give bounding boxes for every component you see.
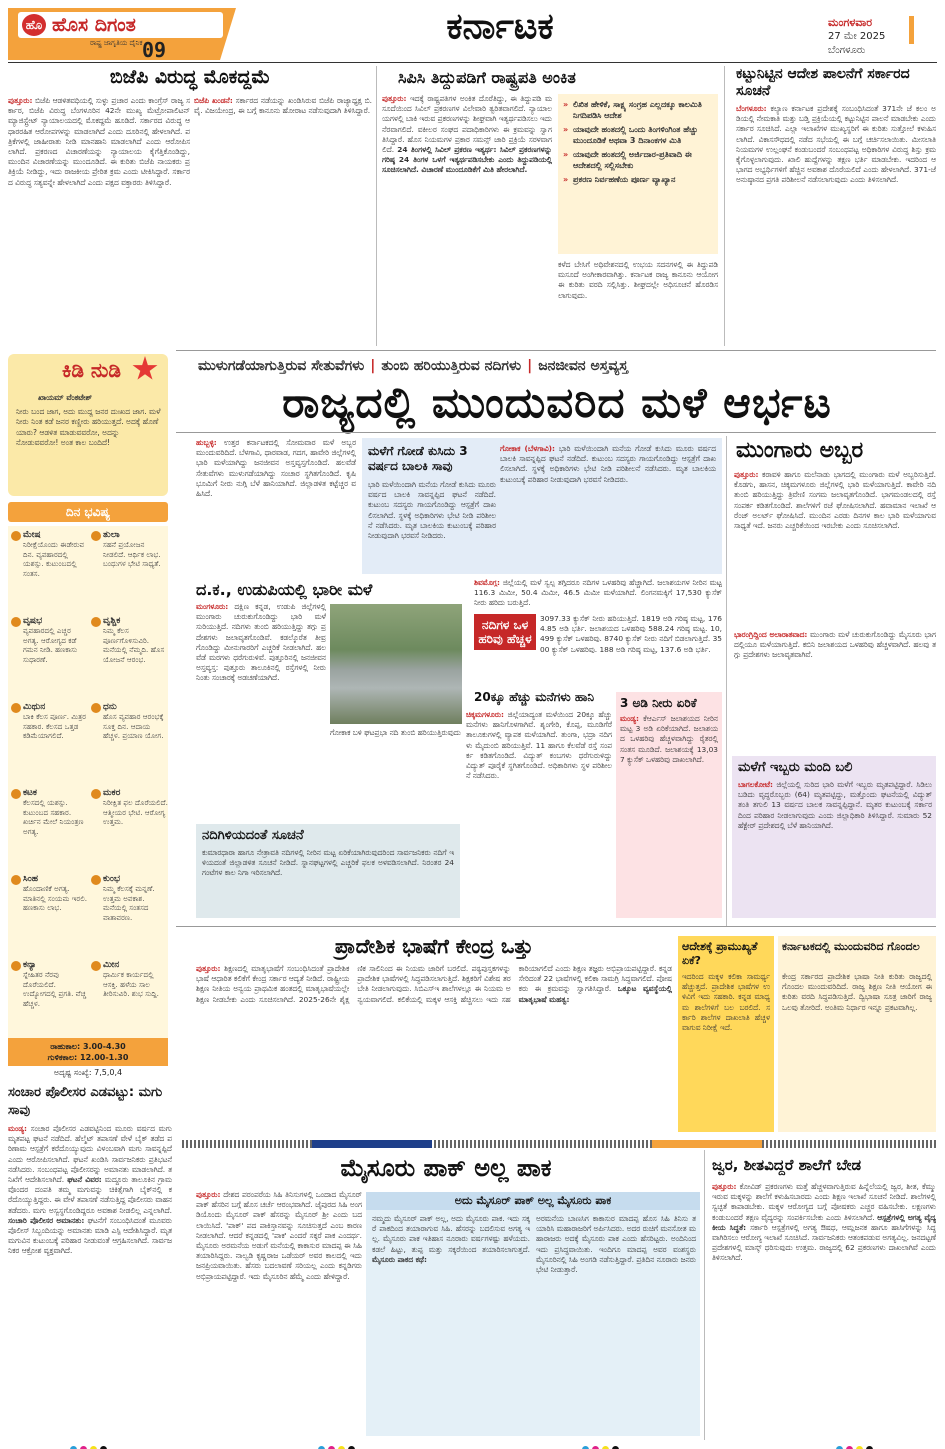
lead-dateline: ಹುಬ್ಬಳ್ಳಿ: [196, 438, 217, 447]
mungaru-headline: ಮುಂಗಾರು ಅಬ್ಬರ [736, 438, 864, 463]
houses-text: ಜಿಲ್ಲೆಯಾದ್ಯಂತ ಮಳೆಯಿಂದ 20ಕ್ಕೂ ಹೆಚ್ಚು ಮನೆಗಳು ಹಾನಿಗೊಳಗಾಗಿವೆ. ಶೃಂಗೇರಿ, ಕೊಪ್ಪ, ಮೂಡಿಗೆರೆ ತಾಲೂಕುಗಳಲ್ಲಿ ವ್ಯಾಪಕ ಮಳೆಯಾಗಿದೆ. ತುಂಗಾ, ಭದ್ರಾ ನದಿಗಳು ಮೈದುಂಬಿ ಹರಿಯುತ್ತಿವೆ. 11 ಹಾಗೂ ಕೆಲವೆಡೆ ರಸ್ತೆ ಸಂಪರ್ಕ ಕಡಿತಗೊಂಡಿದೆ. ವಿದ್ಯುತ್ ಕಂಬಗಳು ಧರೆಗುರುಳಿದ್ದು ವಿದ್ಯುತ್ ಪೂರೈಕೆ ಸ್ಥಗಿತಗೊಂಡಿದೆ. ಅಧಿಕಾರಿಗಳು ಸ್ಥಳ ಪರಿಶೀಲನೆ ನಡೆಸಿದರು. [466, 710, 612, 781]
rashi-text: ನಿರೀಕ್ಷಿತ ಫಲ ದೊರೆಯಲಿದೆ. ಆತ್ಮೀಯರ ಭೇಟಿ. ಆರೋಗ್ಯ ಉತ್ತಮ. [103, 798, 168, 827]
rashi-item [10, 530, 88, 616]
mungaru-dateline: ಪುತ್ತೂರು: [734, 470, 759, 479]
lead-headline: ರಾಜ್ಯದಲ್ಲಿ ಮುಂದುವರಿದ ಮಳೆ ಆರ್ಭಟ [282, 378, 832, 427]
rashi-name: ಮಕರ [90, 788, 168, 798]
rashi-text: ವ್ಯವಹಾರದಲ್ಲಿ ಎಚ್ಚರ ಅಗತ್ಯ. ಆರೋಗ್ಯದ ಕಡೆ ಗಮನ ನೀಡಿ. ಹಣಕಾಸು ಸುಧಾರಣೆ. [23, 626, 78, 664]
registration-marks [70, 1438, 110, 1449]
masthead-tagline: ರಾಷ್ಟ್ರ ಜಾಗೃತಿಯ ದೈನಿಕ [90, 39, 143, 47]
cpc-bullets-box [558, 94, 718, 254]
rashi-text: ಸಹನೆ ಪ್ರಯೋಜನ ನೀಡಲಿದೆ. ಆರ್ಥಿಕ ಲಾಭ. ಬಂಧುಗಳ ಭೇಟಿ ಸಾಧ್ಯತೆ. [103, 540, 161, 569]
jwara-body [712, 1182, 936, 1434]
wall-collapse-text: ಭಾರಿ ಮಳೆಯಿಂದಾಗಿ ಮನೆಯ ಗೋಡೆ ಕುಸಿದು ಮೂರು ವರ್ಷದ ಬಾಲಕಿ ಸಾವನ್ನಪ್ಪಿದ ಘಟನೆ ನಡೆದಿದೆ. ಕುಟುಂಬ ಸದಸ್ಯರು ಗಾಯಗೊಂಡಿದ್ದು ಆಸ್ಪತ್ರೆಗೆ ದಾಖಲಿಸಲಾಗಿದೆ. ಸ್ಥಳಕ್ಕೆ ಅಧಿಕಾರಿಗಳು ಭೇಟಿ ನೀಡಿ ಪರಿಶೀಲನೆ ನಡೆಸಿದರು. ಮೃತ ಬಾಲಕಿಯ ಕುಟುಂಬಕ್ಕೆ ಪರಿಹಾರ ನೀಡುವುದಾಗಿ ಭರವಸೆ ನೀಡಿದರು. [500, 444, 716, 484]
dk-dateline: ಮಂಗಳೂರು: [196, 602, 229, 611]
rashi-text: ನಿಮ್ಮ ಕೆಲಸ ಪೂರ್ಣಗೊಳಿಸುವಿರಿ. ಮನೆಯಲ್ಲಿ ನೆಮ್ಮದಿ. ಹೊಸ ಯೋಜನೆ ಆರಂಭ. [103, 626, 165, 664]
section-title: ಕರ್ನಾಟಕ [446, 6, 554, 47]
kidi-nudi-title: ಕಿಡಿ ನುಡಿ [62, 358, 122, 382]
kicker-1: ಮುಳುಗಡೆಯಾಗುತ್ತಿರುವ ಸೇತುವೆಗಳು [198, 358, 365, 374]
police-body [8, 1124, 172, 1434]
lead-body [196, 438, 356, 570]
rashi-item [10, 702, 88, 788]
mungaru-subhead: ಭಾರಂಗ್ರಿದ್ದಿಂದ ಅಲಾರಾತವಾದ: [734, 630, 808, 639]
dk-body [196, 602, 326, 818]
rashi-item [90, 874, 168, 960]
houses-headline: 20ಕ್ಕೂ ಹೆಚ್ಚು ಮನೆಗಳು ಹಾನಿ [474, 690, 595, 704]
lead-kicker: ಮುಳುಗಡೆಯಾಗುತ್ತಿರುವ ಸೇತುವೆಗಳು | ತುಂಬಿ ಹರಿಯುತ್ತಿರುವ ನದಿಗಳು | ಜನಜೀವನ ಅಸ್ತವ್ಯಸ್ತ [198, 358, 628, 374]
rashi-item [10, 788, 88, 874]
cpc-headline: ಸಿಪಿಸಿ ತಿದ್ದುಪಡಿಗೆ ರಾಷ್ಟ್ರಪತಿ ಅಂಕಿತ [398, 68, 576, 87]
mysore-headline: ಮೈಸೂರು ಪಾಕ್ ಅಲ್ಲ ಪಾಕ [340, 1154, 552, 1182]
gulika-kala: ಗುಳಿಕಕಾಲ: 12.00-1.30 [47, 1053, 129, 1062]
bali-text: ಜಿಲ್ಲೆಯಲ್ಲಿ ಸುರಿದ ಭಾರಿ ಮಳೆಗೆ ಇಬ್ಬರು ಮೃತಪಟ್ಟಿದ್ದಾರೆ. ಸಿಡಿಲು ಬಡಿದು ವೃದ್ಧರೊಬ್ಬರು (64) ಮೃತಪಟ್ಟಿದ್ದು, ಮತ್ತೊಂದು ಘಟನೆಯಲ್ಲಿ ವಿದ್ಯುತ್ ತಂತಿ ತಗುಲಿ 13 ವರ್ಷದ ಬಾಲಕ ಸಾವನ್ನಪ್ಪಿದ್ದಾನೆ. ಮೃತರ ಕುಟುಂಬಕ್ಕೆ ಸರ್ಕಾರದಿಂದ ಪರಿಹಾರ ನೀಡಲಾಗುವುದು ಎಂದು ಜಿಲ್ಲಾಧಿಕಾರಿ ತಿಳಿಸಿದ್ದಾರೆ. ಸುಮಾರು 52 ಹೆಕ್ಟೇರ್ ಪ್ರದೇಶದಲ್ಲಿ ಬೆಳೆ ಹಾನಿಯಾಗಿದೆ. [738, 780, 932, 830]
col-divider [704, 1150, 705, 1440]
mungaru-body-2 [734, 630, 936, 750]
bhashe-dateline: ಪುತ್ತೂರು: [196, 964, 221, 973]
dk-text: ದಕ್ಷಿಣ ಕನ್ನಡ, ಉಡುಪಿ ಜಿಲ್ಲೆಗಳಲ್ಲಿ ಮುಂಗಾರು ಚುರುಕುಗೊಂಡಿದ್ದು ಭಾರಿ ಮಳೆ ಸುರಿಯುತ್ತಿದೆ. ನದಿಗಳು ತುಂಬಿ ಹರಿಯುತ್ತಿದ್ದು ತಗ್ಗು ಪ್ರದೇಶಗಳು ಜಲಾವೃತಗೊಂಡಿವೆ. ಕಡಲ್ಕೊರೆತ ತೀವ್ರಗೊಂಡಿದ್ದು ಮೀನುಗಾರರಿಗೆ ಎಚ್ಚರಿಕೆ ನೀಡಲಾಗಿದೆ. ಹಲವೆಡೆ ಮರಗಳು ಧರೆಗುರುಳಿವೆ. ಪುತ್ತೂರಿನಲ್ಲಿ ಜನಜೀವನ ಅಸ್ತವ್ಯಸ್ತ: ಪುತ್ತೂರು ತಾಲೂಕಿನಲ್ಲಿ ರಸ್ತೆಗಳಲ್ಲಿ ನೀರು ನಿಂತು ಸಂಚಾರಕ್ಕೆ ಅಡಚಣೆಯಾಗಿದೆ. [196, 602, 326, 683]
mysore-box-body-2: ಅರಮನೆಯ ಬಾಣಸಿಗ ಕಾಕಾಸುರ ಮಾದಪ್ಪ ಹೊಸ ಸಿಹಿ ತಿನಿಸು ತಯಾರಿಸಿ ಮಹಾರಾಜರಿಗೆ ಅರ್ಪಿಸಿದರು. ಅದರ ರುಚಿಗೆ ಮನಸೋತ ಮಹಾರಾಜರು ಅದಕ್ಕೆ ಮೈಸೂರು ಪಾಕ ಎಂದು ಹೆಸರಿಟ್ಟರು. ಅಂದಿನಿಂದ ಇದು ಪ್ರಸಿದ್ಧವಾಯಿತು. ಇಂದಿಗೂ ಮಾದಪ್ಪ ಅವರ ವಂಶಸ್ಥರು ಮೈಸೂರಿನಲ್ಲಿ ಸಿಹಿ ಅಂಗಡಿ ನಡೆಸುತ್ತಿದ್ದಾರೆ. ಪ್ರತಿದಿನ ನೂರಾರು ಜನರು ಭೇಟಿ ನೀಡುತ್ತಾರೆ. [536, 1214, 696, 1275]
confusion-body: ಕೇಂದ್ರ ಸರ್ಕಾರದ ಪ್ರಾದೇಶಿಕ ಭಾಷಾ ನೀತಿ ಕುರಿತು ರಾಜ್ಯದಲ್ಲಿ ಗೊಂದಲ ಮುಂದುವರಿದಿದೆ. ರಾಜ್ಯ ಶಿಕ್ಷಣ ನೀತಿ ಆಯೋಗ ಈ ಕುರಿತು ವರದಿ ಸಿದ್ಧಪಡಿಸುತ್ತಿದೆ. ದ್ವಿಭಾಷಾ ಸೂತ್ರ ಜಾರಿಗೆ ರಾಜ್ಯ ಒಲವು ತೋರಿದೆ. ಅಂತಿಮ ನಿರ್ಧಾರ ಇನ್ನೂ ಪ್ರಕಟವಾಗಿಲ್ಲ. [782, 972, 932, 1012]
river-dateline: ಶಿವಮೊಗ್ಗ: [474, 578, 500, 587]
police-text-2: ಮದ್ದೂರು ತಾಲೂಕಿನ ಗ್ರಾಮವೊಂದರ ದಂಪತಿ ತಮ್ಮ ಮಗುವನ್ನು ಚಿಕಿತ್ಸೆಗಾಗಿ ಬೈಕ್‌ನಲ್ಲಿ ಕರೆದೊಯ್ಯುತ್ತಿದ್ದರು. ಈ ವೇಳೆ ತಪಾಸಣೆ ನಡೆಸುತ್ತಿದ್ದ ಪೊಲೀಸರು ವಾಹನ ತಡೆದರು. ಮಗು ಅಸ್ವಸ್ಥಗೊಂಡಿದ್ದರೂ ಅವಕಾಶ ನೀಡಲಿಲ್ಲ ಎನ್ನಲಾಗಿದೆ. [8, 1175, 172, 1215]
order-dateline: ಬೆಂಗಳೂರು: [736, 104, 767, 113]
river-stats: 3097.33 ಕ್ಯುಸೆಕ್ ನೀರು ಹರಿಯುತ್ತಿದೆ. 1819 ಅಡಿ ಗರಿಷ್ಠ ಮಟ್ಟ, 1764.85 ಅಡಿ ಭರ್ತಿ. ಜಲಾಶಯದ ಒಳಹರಿವು 588.24 ಗರಿಷ್ಠ ಮಟ್ಟ. 10,499 ಕ್ಯುಸೆಕ್ ಒಳಹರಿವು. 8740 ಕ್ಯುಸೆಕ್ ನೀರು ನದಿಗೆ ಬಿಡಲಾಗುತ್ತಿದೆ. 3500 ಕ್ಯುಸೆಕ್ ಒಳಹರಿವು. 188 ಅಡಿ ಗರಿಷ್ಠ ಮಟ್ಟ, 137.6 ಅಡಿ ಭರ್ತಿ. [540, 614, 722, 654]
rashi-text: ಹೊಂದಾಣಿಕೆ ಅಗತ್ಯ. ಮಾತಿನಲ್ಲಿ ಸಂಯಮ ಇರಲಿ. ಹಣಕಾಸು ಲಾಭ. [23, 884, 88, 913]
houses-body [466, 710, 612, 918]
registration-marks [836, 1438, 876, 1449]
river-body [474, 578, 722, 612]
cpc-bullet-4: » ಪ್ರಕರಣ ನಿರ್ವಹಣೆಯ ಪೂರ್ಣ ವ್ಯಾಖ್ಯಾನ [563, 174, 713, 185]
confusion-title: ಕರ್ನಾಟಕದಲ್ಲಿ ಮುಂದುವರಿದ ಗೊಂದಲ [782, 940, 920, 953]
rashi-item [90, 616, 168, 702]
rashi-name: ವೃಶ್ಚಿಕ [90, 616, 168, 626]
cpc-bullet-3: » ಯಾವುದೇ ಹಂತದಲ್ಲಿ ಅರ್ಜಿದಾರ-ಪ್ರತಿವಾದಿ ಈ ಆದೇಶದಲ್ಲಿ ಸಲ್ಲಿಸಬೇಕು [563, 149, 713, 171]
lead-body-text: ಉತ್ತರ ಕರ್ನಾಟಕದಲ್ಲಿ ಸೋಮವಾರ ಮಳೆ ಅಬ್ಬರ ಮುಂದುವರಿದಿದೆ. ಬೆಳಗಾವಿ, ಧಾರವಾಡ, ಗದಗ, ಹಾವೇರಿ ಜಿಲ್ಲೆಗಳಲ್ಲಿ ಭಾರಿ ಮಳೆಯಾಗಿದ್ದು ಜನಜೀವನ ಅಸ್ತವ್ಯಸ್ತಗೊಂಡಿದೆ. ಹಲವೆಡೆ ಸೇತುವೆಗಳು ಮುಳುಗಡೆಯಾಗಿದ್ದು ಸಂಚಾರ ಸ್ಥಗಿತಗೊಂಡಿದೆ. ಕೃಷಿ ಭೂಮಿಗೆ ನೀರು ನುಗ್ಗಿ ಬೆಳೆ ಹಾನಿಯಾಗಿದೆ. ಜಿಲ್ಲಾಡಳಿತ ಕಟ್ಟೆಚ್ಚರ ವಹಿಸಿದೆ. [196, 438, 356, 499]
section-rule [176, 350, 936, 351]
mungaru-text-2: ಮುಂಗಾರು ಮಳೆ ಚುರುಕುಗೊಂಡಿದ್ದು ಮೈಸೂರು ಭಾಗದಲ್ಲಿಯೂ ಮಳೆಯಾಗುತ್ತಿದೆ. ಕಬಿನಿ ಜಲಾಶಯದ ಒಳಹರಿವು ಹೆಚ್ಚಳವಾಗಿದೆ. ಹಲವು ತಗ್ಗು ಪ್ರದೇಶಗಳು ಜಲಾವೃತವಾಗಿವೆ. [734, 630, 936, 660]
jwara-headline: ಜ್ವರ, ಶೀತವಿದ್ದರೆ ಶಾಲೆಗೆ ಬೇಡ [712, 1156, 862, 1174]
day-of-week: ಮಂಗಳವಾರ [828, 16, 873, 29]
jwara-text: ಕೋವಿಡ್ ಪ್ರಕರಣಗಳು ಮತ್ತೆ ಹೆಚ್ಚಳವಾಗುತ್ತಿರುವ ಹಿನ್ನೆಲೆಯಲ್ಲಿ ಜ್ವರ, ಶೀತ, ಕೆಮ್ಮು ಇರುವ ಮಕ್ಕಳನ್ನು ಶಾಲೆಗೆ ಕಳುಹಿಸಬಾರದು ಎಂದು ಶಿಕ್ಷಣ ಇಲಾಖೆ ಸೂಚನೆ ನೀಡಿದೆ. ಶಾಲೆಗಳಲ್ಲಿ ಸ್ವಚ್ಛತೆ ಕಾಪಾಡಬೇಕು. ಮಕ್ಕಳ ಆರೋಗ್ಯದ ಬಗ್ಗೆ ಪೋಷಕರು ಎಚ್ಚರ ವಹಿಸಬೇಕು. ಲಕ್ಷಣಗಳು ಕಂಡುಬಂದರೆ ತಕ್ಷಣ ವೈದ್ಯರನ್ನು ಸಂಪರ್ಕಿಸಬೇಕು ಎಂದು ತಿಳಿಸಲಾಗಿದೆ. [712, 1182, 936, 1222]
rise-dateline: ಮಂಡ್ಯ: [620, 714, 639, 723]
col-divider [376, 66, 377, 346]
cpc-dateline: ಪುತ್ತೂರು: [382, 94, 407, 103]
rashi-name: ಕಟಕ [10, 788, 88, 798]
bjp-article-col-a [8, 96, 190, 342]
order-headline: ಕಟ್ಟುನಿಟ್ಟಿನ ಆದೇಶ ಪಾಲನೆಗೆ ಸರ್ಕಾರದ ಸೂಚನೆ [736, 66, 910, 99]
header-accent-bar [909, 16, 914, 44]
police-headline: ಸಂಚಾರ ಪೊಲೀಸರ ಎಡವಟ್ಟು: ಮಗು ಸಾವು [8, 1085, 163, 1118]
mysore-box-body [372, 1214, 530, 1432]
rashi-text: ಸ್ನೇಹಿತರ ನೆರವು ದೊರೆಯಲಿದೆ. ಉದ್ಯೋಗದಲ್ಲಿ ಪ್ರಗತಿ. ವೆಚ್ಚ ಹೆಚ್ಚಳ. [23, 970, 87, 1008]
rashi-text: ನಿರೀಕ್ಷೆಯೊಂದು ಈಡೇರುವ ದಿನ. ವ್ಯವಹಾರದಲ್ಲಿ ಯಶಸ್ಸು. ಕುಟುಂಬದಲ್ಲಿ ಸಂತಸ. [23, 540, 85, 578]
importance-title: ಆದೇಶಕ್ಕೆ ಪ್ರಾಮುಖ್ಯತೆ ಏಕೆ? [682, 940, 758, 967]
stripe-accent-orange [652, 1140, 762, 1148]
kicker-3: ಜನಜೀವನ ಅಸ್ತವ್ಯಸ್ತ [538, 358, 628, 374]
mysore-dateline: ಪುತ್ತೂರು: [196, 1190, 221, 1199]
bjp-subhead: ಬಿಜೆಪಿ ಖಂಡನೆ: [194, 96, 233, 105]
lead-rule [176, 432, 936, 433]
cpc-body: ಇದಕ್ಕೆ ರಾಷ್ಟ್ರಪತಿಗಳ ಅಂಕಿತ ದೊರೆತಿದ್ದು, ಈ ತಿದ್ದುಪಡಿ ಮಸೂದೆಯಿಂದ ಸಿವಿಲ್ ಪ್ರಕರಣಗಳ ವಿಲೇವಾರಿ ತ್ವರಿತವಾಗಲಿದೆ. ನ್ಯಾಯಾಲಯಗಳಲ್ಲಿ ಬಾಕಿ ಇರುವ ಪ್ರಕರಣಗಳನ್ನು ಶೀಘ್ರವಾಗಿ ಇತ್ಯರ್ಥಪಡಿಸಲು ಇದು ನೆರವಾಗಲಿದೆ. ವಕೀಲರ ಸಂಘದ ಪದಾಧಿಕಾರಿಗಳು ಈ ಕ್ರಮವನ್ನು ಸ್ವಾಗತಿಸಿದ್ದಾರೆ. ಹೊಸ ನಿಯಮಗಳ ಪ್ರಕಾರ ಸಮನ್ಸ್ ಜಾರಿ ಪ್ರಕ್ರಿಯೆ ಸರಳವಾಗಲಿದೆ. [382, 94, 552, 155]
masthead-title: ಹೊಸ ದಿಗಂತ [18, 12, 223, 38]
section-rule [176, 926, 936, 927]
rahu-kala: ರಾಹುಕಾಲ: 3.00-4.30 [50, 1042, 126, 1051]
river-photo-caption: ಗೋಕಾಕ ಬಳಿ ಘಟಪ್ರಭಾ ನದಿ ತುಂಬಿ ಹರಿಯುತ್ತಿರುವುದು [330, 728, 461, 737]
rashi-item [10, 874, 88, 960]
order-article [736, 104, 936, 344]
mysore-text: ದೇಶದ ಪರಂಪರೆಯ ಸಿಹಿ ತಿನಿಸುಗಳಲ್ಲಿ ಒಂದಾದ ಮೈಸೂರ್ ಪಾಕ್ ಹೆಸರಿನ ಬಗ್ಗೆ ಹೊಸ ಚರ್ಚೆ ಆರಂಭವಾಗಿದೆ. ಜೈಪುರದ ಸಿಹಿ ಅಂಗಡಿಯೊಂದು ಮೈಸೂರ್ ಪಾಕ್ ಹೆಸರನ್ನು ಮೈಸೂರ್ ಶ್ರೀ ಎಂದು ಬದಲಾಯಿಸಿದೆ. 'ಪಾಕ್' ಪದ ಪಾಕಿಸ್ತಾನವನ್ನು ಸೂಚಿಸುತ್ತದೆ ಎಂಬ ಕಾರಣ ನೀಡಲಾಗಿದೆ. ಆದರೆ ಕನ್ನಡದಲ್ಲಿ 'ಪಾಕ' ಎಂದರೆ ಸಕ್ಕರೆ ಪಾಕ ಎಂದರ್ಥ. ಮೈಸೂರು ಅರಮನೆಯ ಅಡುಗೆ ಮನೆಯಲ್ಲಿ ಕಾಕಾಸುರ ಮಾದಪ್ಪ ಈ ಸಿಹಿ ತಯಾರಿಸಿದ್ದರು. ನಾಲ್ವಡಿ ಕೃಷ್ಣರಾಜ ಒಡೆಯರ್ ಅವರ ಕಾಲದಲ್ಲಿ ಇದು ಜನಪ್ರಿಯವಾಯಿತು. ಹೆಸರು ಬದಲಾವಣೆ ಸರಿಯಲ್ಲ ಎಂದು ಕನ್ನಡಿಗರು ಅಭಿಪ್ರಾಯಪಟ್ಟಿದ್ದಾರೆ. ಇದು ಮೈಸೂರಿನ ಹೆಮ್ಮೆ ಎಂದು ಹೇಳಿದ್ದಾರೆ. [196, 1190, 362, 1281]
importance-body: ಇದರಿಂದ ಮಕ್ಕಳ ಕಲಿಕಾ ಸಾಮರ್ಥ್ಯ ಹೆಚ್ಚುತ್ತದೆ. ಪ್ರಾದೇಶಿಕ ಭಾಷೆಗಳ ಉಳಿವಿಗೆ ಇದು ಸಹಕಾರಿ. ಕನ್ನಡ ಮಾಧ್ಯಮ ಶಾಲೆಗಳಿಗೆ ಬಲ ಬರಲಿದೆ. ಸರ್ಕಾರಿ ಶಾಲೆಗಳ ದಾಖಲಾತಿ ಹೆಚ್ಚಳವಾಗುವ ನಿರೀಕ್ಷೆ ಇದೆ. [682, 972, 770, 1033]
mysore-box-title: ಅದು ಮೈಸೂರ್ ಪಾಕ್ ಅಲ್ಲ ಮೈಸೂರು ಪಾಕ [366, 1192, 700, 1210]
houses-dateline: ಚಿಕ್ಕಮಗಳೂರು: [466, 710, 504, 719]
rise-headline: 3 ಅಡಿ ನೀರು ಏರಿಕೆ [620, 696, 697, 710]
col-divider [726, 436, 727, 926]
cpc-bullet-1: » ಲಿಖಿತ ಹೇಳಿಕೆ, ಸಾಕ್ಷ್ಯ ಸಂಗ್ರಹ ಎಲ್ಲದಕ್ಕೂ ಕಾಲಮಿತಿ ನಿಗದಿಪಡಿಸಿ ಆದೇಶ [563, 99, 713, 121]
wall-collapse-body [500, 444, 716, 570]
bhashe-headline: ಪ್ರಾದೇಶಿಕ ಭಾಷೆಗೆ ಕೇಂದ್ರ ಒತ್ತು [334, 934, 534, 958]
divider-stripe [182, 1140, 936, 1148]
wall-collapse-title: ಮಳೆಗೆ ಗೋಡೆ ಕುಸಿದು 3 ವರ್ಷದ ಬಾಲಕಿ ಸಾವು [368, 444, 468, 473]
rashi-name: ತುಲಾ [90, 530, 168, 540]
kidi-nudi-text: ನೀರು ಬಂದ ಜಾಗ, ಅದು ಮುದ್ದ ಜನರ ದುಃಖದ ಜಾಗ. ಮಳೆ ನೀರು ನಿಂತ ಕಡೆ ಜನರ ಕಣ್ಣೀರು ಹರಿಯುತ್ತದೆ. ಅದಕ್ಕೆ ಹೊಣೆ ಯಾರು? ಆಡಳಿತ ಮಾಡುವವರೋ, ಅದನ್ನು ನೋಡುವವರೋ! ಅಂತ ಕಾಲ ಬಂದಿದೆ! [16, 407, 161, 448]
bali-body [738, 780, 932, 914]
jwara-subhead: ಆಸ್ಪತ್ರೆಗಳಲ್ಲಿ ಅಗತ್ಯ ವೈದ್ಯಕೀಯ ಸಿದ್ಧತೆ: [712, 1212, 936, 1232]
bhashe-body [196, 964, 672, 1134]
horoscope-title: ದಿನ ಭವಿಷ್ಯ [8, 502, 168, 522]
rashi-item [10, 616, 88, 702]
wall-collapse-dateline: ಗೋಕಾಕ (ಬೆಳಗಾವಿ): [500, 444, 555, 453]
rise-text: ಕೆಆರ್ಎಸ್ ಜಲಾಶಯದ ನೀರಿನ ಮಟ್ಟ 3 ಅಡಿ ಏರಿಕೆಯಾಗಿದೆ. ಜಲಾಶಯದ ಒಳಹರಿವು ಹೆಚ್ಚಳವಾಗಿದ್ದು ರೈತರಲ್ಲಿ ಸಂತಸ ಮೂಡಿದೆ. ಜಲಾಶಯಕ್ಕೆ 13,037 ಕ್ಯುಸೆಕ್ ಒಳಹರಿವು ದಾಖಲಾಗಿದೆ. [620, 714, 718, 764]
bjp-dateline: ಪುತ್ತೂರು: [8, 96, 33, 105]
bali-headline: ಮಳೆಗೆ ಇಬ್ಬರು ಮಂದಿ ಬಲಿ [738, 760, 853, 775]
rashi-name: ಮೀನ [90, 960, 168, 970]
rashi-item [90, 960, 168, 1046]
col-divider [724, 66, 725, 346]
rashi-name: ಕುಂಭ [90, 874, 168, 884]
registration-marks [582, 1438, 622, 1449]
dk-headline: ದ.ಕ., ಉಡುಪಿಯಲ್ಲಿ ಭಾರೀ ಮಳೆ [196, 580, 373, 599]
issue-date: 27 ಮೇ 2025 [828, 31, 886, 42]
rashi-name: ವೃಷಭ [10, 616, 88, 626]
rashi-text: ನಿಮ್ಮ ಕೆಲಸಕ್ಕೆ ಮನ್ನಣೆ. ಉತ್ತಮ ಅವಕಾಶ. ಮನೆಯಲ್ಲಿ ಸಂತಸದ ವಾತಾವರಣ. [103, 884, 155, 922]
order-body: ಕಲ್ಯಾಣ ಕರ್ನಾಟಕ ಪ್ರದೇಶಕ್ಕೆ ಸಂಬಂಧಿಸಿದಂತೆ 371ನೇ ಜೆ ಕಲಂ ಅಡಿಯಲ್ಲಿ ನೇಮಕಾತಿ ಮತ್ತು ಬಡ್ತಿ ಪ್ರಕ್ರಿಯೆಯಲ್ಲಿ ಕಟ್ಟುನಿಟ್ಟಿನ ಪಾಲನೆ ಮಾಡಬೇಕು ಎಂದು ಸರ್ಕಾರ ಸೂಚಿಸಿದೆ. ಎಲ್ಲಾ ಇಲಾಖೆಗಳ ಮುಖ್ಯಸ್ಥರಿಗೆ ಈ ಕುರಿತು ಸುತ್ತೋಲೆ ಕಳುಹಿಸಲಾಗಿದೆ. ವಿಕಾಸಸೌಧದಲ್ಲಿ ನಡೆದ ಸಭೆಯಲ್ಲಿ ಈ ಬಗ್ಗೆ ಚರ್ಚಿಸಲಾಯಿತು. ಮೀಸಲಾತಿ ನಿಯಮಗಳ ಉಲ್ಲಂಘನೆ ಕಂಡುಬಂದರೆ ಸಂಬಂಧಪಟ್ಟ ಅಧಿಕಾರಿಗಳ ವಿರುದ್ಧ ಶಿಸ್ತು ಕ್ರಮ ಕೈಗೊಳ್ಳಲಾಗುವುದು. ಖಾಲಿ ಹುದ್ದೆಗಳನ್ನು ತಕ್ಷಣ ಭರ್ತಿ ಮಾಡಬೇಕು. ಇದರಿಂದ ಆ ಭಾಗದ ಅಭ್ಯರ್ಥಿಗಳಿಗೆ ಹೆಚ್ಚಿನ ಅವಕಾಶ ದೊರೆಯಲಿದೆ ಎಂದು ಹೇಳಲಾಗಿದೆ. 371-ಜೆ ಅನುಷ್ಠಾನದ ಪ್ರಗತಿ ಪರಿಶೀಲನೆ ನಡೆಸಲಾಗುವುದು ಎಂದು ತಿಳಿಸಲಾಗಿದೆ. [736, 104, 936, 185]
river-text: ಜಿಲ್ಲೆಯಲ್ಲಿ ಮಳೆ ಸ್ವಲ್ಪ ತಗ್ಗಿದರೂ ನದಿಗಳ ಒಳಹರಿವು ಹೆಚ್ಚಾಗಿದೆ. ಜಲಾಶಯಗಳ ನೀರಿನ ಮಟ್ಟ 116.3 ಮಿಮೀ, 50.4 ಮಿಮೀ, 46.5 ಮಿಮೀ ಮಳೆಯಾಗಿದೆ. ಲಿಂಗನಮಕ್ಕಿಗೆ 17,530 ಕ್ಯುಸೆಕ್ ನೀರು ಹರಿದು ಬರುತ್ತಿದೆ. [474, 578, 722, 608]
rashi-name: ಧನು [90, 702, 168, 712]
bhashe-subhead: ಒಕ್ಕೂಟ ವ್ಯವಸ್ಥೆಯಲ್ಲಿ ಮಾತೃಭಾಷೆ ಮಹತ್ವ: [518, 984, 672, 1004]
bjp-body2: ಸರ್ಕಾರದ ನಡೆಯನ್ನು ಖಂಡಿಸಿರುವ ಬಿಜೆಪಿ ರಾಜ್ಯಾಧ್ಯಕ್ಷ ಬಿ.ವೈ. ವಿಜಯೇಂದ್ರ, ಈ ಬಗ್ಗೆ ಕಾನೂನು ಹೋರಾಟ ನಡೆಸುವುದಾಗಿ ತಿಳಿಸಿದ್ದಾರೆ. [194, 96, 372, 116]
river-tag: ನದಿಗಳ ಒಳ ಹರಿವು ಹೆಚ್ಚಳ [474, 614, 536, 650]
jwara-text-2: ಸರ್ಕಾರಿ ಆಸ್ಪತ್ರೆಗಳಲ್ಲಿ ಅಗತ್ಯ ಔಷಧ, ಆಮ್ಲಜನಕ ಹಾಗೂ ಹಾಸಿಗೆಗಳನ್ನು ಸಿದ್ಧವಾಗಿರಿಸಲು ಆರೋಗ್ಯ ಇಲಾಖೆ ಸೂಚಿಸಿದೆ. ಸಾರ್ವಜನಿಕರು ಆತಂಕಪಡುವ ಅಗತ್ಯವಿಲ್ಲ. ಜನದಟ್ಟಣೆ ಪ್ರದೇಶಗಳಲ್ಲಿ ಮಾಸ್ಕ್ ಧರಿಸುವುದು ಉತ್ತಮ. ರಾಜ್ಯದಲ್ಲಿ 62 ಪ್ರಕರಣಗಳು ದಾಖಲಾಗಿವೆ ಎಂದು ತಿಳಿಸಲಾಗಿದೆ. [712, 1222, 936, 1263]
rashi-name: ಸಿಂಹ [10, 874, 88, 884]
rise-body [620, 714, 718, 914]
bjp-headline: ಬಿಜೆಪಿ ವಿರುದ್ಧ ಮೊಕದ್ದಮೆ [109, 66, 271, 88]
bjp-body: ಬಿಜೆಪಿ ಆಡಳಿತವಧಿಯಲ್ಲಿ ಸುಳ್ಳು ಪ್ರಚಾರ ಎಂದು ಕಾಂಗ್ರೆಸ್ ರಾಜ್ಯ ಸರ್ಕಾರ, ಬಿಜೆಪಿ ವಿರುದ್ಧ ಬೆಂಗಳೂರಿನ 42ನೇ ಮುಖ್ಯ ಮೆಟ್ರೋಪಾಲಿಟನ್ ಮ್ಯಾಜಿಸ್ಟ್ರೇಟ್ ನ್ಯಾಯಾಲಯದಲ್ಲಿ ಮೊಕದ್ದಮೆ ಹೂಡಿದೆ. ಸರ್ಕಾರದ ವಿರುದ್ಧ ಆಧಾರರಹಿತ ಆರೋಪಗಳನ್ನು ಮಾಡಲಾಗಿದೆ ಎಂದು ದೂರಿನಲ್ಲಿ ಹೇಳಲಾಗಿದೆ. ಪತ್ರಿಕೆಗಳಲ್ಲಿ ಜಾಹೀರಾತು ನೀಡಿ ಮಾನಹಾನಿ ಮಾಡಲಾಗಿದೆ ಎಂದು ಆರೋಪಿಸಲಾಗಿದೆ. ಪ್ರಕರಣದ ವಿಚಾರಣೆಯನ್ನು ನ್ಯಾಯಾಲಯ ಕೈಗೆತ್ತಿಕೊಂಡಿದ್ದು, ಮುಂದಿನ ವಿಚಾರಣೆಯನ್ನು ಮುಂದೂಡಿದೆ. ಈ ಕುರಿತು ಬಿಜೆಪಿ ನಾಯಕರು ಪ್ರತಿಕ್ರಿಯೆ ನೀಡಿದ್ದು, ಇದು ರಾಜಕೀಯ ಪ್ರೇರಿತ ಕ್ರಮ ಎಂದು ಟೀಕಿಸಿದ್ದಾರೆ. ಸರ್ಕಾರದ ವಿರುದ್ಧ ಸತ್ಯವನ್ನೇ ಹೇಳಲಾಗಿದೆ ಎಂದು ಪಕ್ಷದ ವಕ್ತಾರರು ತಿಳಿಸಿದ್ದಾರೆ. [8, 96, 190, 187]
police-subhead-2: ಸಂಚಾರಿ ಪೊಲೀಸರ ಅಮಾನತು: [8, 1215, 85, 1225]
rashi-text: ಧಾರ್ಮಿಕ ಕಾರ್ಯದಲ್ಲಿ ಆಸಕ್ತಿ. ಹಳೆಯ ಸಾಲ ತೀರಿಸುವಿರಿ. ಶುಭ ಸುದ್ದಿ. [103, 970, 159, 999]
header-rule [8, 62, 937, 63]
jwara-dateline: ಪುತ್ತೂರು: [712, 1182, 737, 1191]
rashi-item [90, 702, 168, 788]
rashi-item [90, 530, 168, 616]
cpc-body2: 24 ತಿಂಗಳಲ್ಲಿ ಸಿವಿಲ್ ಪ್ರಕರಣ ಇತ್ಯರ್ಥ: ಸಿವಿಲ್ ಪ್ರಕರಣಗಳನ್ನು ಗರಿಷ್ಠ 24 ತಿಂಗಳ ಒಳಗೆ ಇತ್ಯರ್ಥಪಡಿಸಬೇಕು ಎಂದು ತಿದ್ದುಪಡಿಯಲ್ಲಿ ಸೂಚಿಸಲಾಗಿದೆ. ವಿಚಾರಣೆ ಮುಂದೂಡಿಕೆಗೆ ಮಿತಿ ಹೇರಲಾಗಿದೆ. [382, 145, 552, 175]
bjp-article-col-b [194, 96, 372, 342]
mysore-box-text: ನಮ್ಮದು ಮೈಸೂರ್ ಪಾಕ್ ಅಲ್ಲ, ಅದು ಮೈಸೂರು ಪಾಕ. ಇದು ಸಕ್ಕರೆ ಪಾಕದಿಂದ ತಯಾರಾಗುವ ಸಿಹಿ. ಹೆಸರನ್ನು ಬದಲಿಸುವ ಅಗತ್ಯ ಇಲ್ಲ. ಮೈಸೂರು ಪಾಕ ಇತಿಹಾಸ ನೂರಾರು ವರ್ಷಗಳಷ್ಟು ಹಳೆಯದು. ಕಡಲೆ ಹಿಟ್ಟು, ತುಪ್ಪ ಮತ್ತು ಸಕ್ಕರೆಯಿಂದ ತಯಾರಿಸಲಾಗುತ್ತದೆ. [372, 1214, 530, 1254]
kidi-nudi-author: ಖಾಯಮ್ ವೆಂಕಟೇಶ್ [38, 393, 93, 402]
notice-body: ಕುಮಾರಧಾರಾ ಹಾಗೂ ನೇತ್ರಾವತಿ ನದಿಗಳಲ್ಲಿ ನೀರಿನ ಮಟ್ಟ ಏರಿಕೆಯಾಗಿರುವುದರಿಂದ ಸಾರ್ವಜನಿಕರು ನದಿಗೆ ಇಳಿಯದಂತೆ ಜಿಲ್ಲಾಡಳಿತ ಸೂಚನೆ ನೀಡಿದೆ. ಸ್ನಾನಘಟ್ಟಗಳಲ್ಲಿ ಎಚ್ಚರಿಕೆ ಫಲಕ ಅಳವಡಿಸಲಾಗಿದೆ. ನಿರಂತರ 24 ಗಂಟೆಗಳ ಕಾಲ ನಿಗಾ ಇರಿಸಲಾಗಿದೆ. [202, 848, 454, 878]
cpc-bullet-2: » ಯಾವುದೇ ಹಂತದಲ್ಲಿ ಒಂದು ತಿಂಗಳಿಂಗಿಂತ ಹೆಚ್ಚು ಮುಂದೂಡಿಕೆ ಅಥವಾ 3 ದಿನಾಂಕಗಳ ಮಿತಿ [563, 124, 713, 146]
kicker-2: ತುಂಬಿ ಹರಿಯುತ್ತಿರುವ ನದಿಗಳು [381, 358, 522, 374]
page-number: 09 [142, 38, 167, 62]
stripe-accent-blue [312, 1140, 432, 1148]
edition-city: ಬೆಂಗಳೂರು [828, 45, 866, 56]
rashi-text: ಬಾಕಿ ಕೆಲಸ ಪೂರ್ಣ. ಮಿತ್ರರ ಸಹಕಾರ. ಕೆಲಸದ ಒತ್ತಡ ಕಡಿಮೆಯಾಗಲಿದೆ. [23, 712, 87, 741]
bali-dateline: ಬಾಗಲಕೋಟೆ: [738, 780, 774, 789]
rashi-item [10, 960, 88, 1046]
rahu-gulika-box [8, 1038, 168, 1066]
police-text: ಸಂಚಾರ ಪೊಲೀಸರ ಎಡವಟ್ಟಿನಿಂದ ಮೂರು ವರ್ಷದ ಮಗು ಮೃತಪಟ್ಟ ಘಟನೆ ನಡೆದಿದೆ. ಹೆಲ್ಮೆಟ್ ತಪಾಸಣೆ ವೇಳೆ ಬೈಕ್ ತಡೆದ ಪರಿಣಾಮ ಆಸ್ಪತ್ರೆಗೆ ಕರೆದೊಯ್ಯುವುದು ವಿಳಂಬವಾಗಿ ಮಗು ಸಾವನ್ನಪ್ಪಿದೆ ಎಂದು ಆರೋಪಿಸಲಾಗಿದೆ. ಘಟನೆ ಖಂಡಿಸಿ ಸಾರ್ವಜನಿಕರು ಪ್ರತಿಭಟನೆ ನಡೆಸಿದರು. ಸಂಬಂಧಪಟ್ಟ ಪೊಲೀಸರನ್ನು ಅಮಾನತು ಮಾಡಲಾಗಿದೆ. ತನಿಖೆಗೆ ಆದೇಶಿಸಲಾಗಿದೆ. [8, 1124, 172, 1185]
wall-collapse-body-2: ಭಾರಿ ಮಳೆಯಿಂದಾಗಿ ಮನೆಯ ಗೋಡೆ ಕುಸಿದು ಮೂರು ವರ್ಷದ ಬಾಲಕಿ ಸಾವನ್ನಪ್ಪಿದ ಘಟನೆ ನಡೆದಿದೆ. ಕುಟುಂಬ ಸದಸ್ಯರು ಗಾಯಗೊಂಡಿದ್ದು ಆಸ್ಪತ್ರೆಗೆ ದಾಖಲಿಸಲಾಗಿದೆ. ಸ್ಥಳಕ್ಕೆ ಅಧಿಕಾರಿಗಳು ಭೇಟಿ ನೀಡಿ ಪರಿಶೀಲನೆ ನಡೆಸಿದರು. ಮೃತ ಬಾಲಕಿಯ ಕುಟುಂಬಕ್ಕೆ ಪರಿಹಾರ ನೀಡುವುದಾಗಿ ಭರವಸೆ ನೀಡಿದರು. [368, 480, 496, 541]
date-box [828, 16, 885, 58]
police-dateline: ಮಂಡ್ಯ: [8, 1124, 27, 1133]
police-text-3: ಘಟನೆಗೆ ಸಂಬಂಧಿಸಿದಂತೆ ಮೂವರು ಪೊಲೀಸ್ ಸಿಬ್ಬಂದಿಯನ್ನು ಅಮಾನತು ಮಾಡಿ ಎಸ್ಪಿ ಆದೇಶಿಸಿದ್ದಾರೆ. ಮೃತ ಮಗುವಿನ ಕುಟುಂಬಕ್ಕೆ ಪರಿಹಾರ ನೀಡುವಂತೆ ಆಗ್ರಹಿಸಲಾಗಿದೆ. ಸಾರ್ವಜನಿಕರ ಆಕ್ರೋಶ ವ್ಯಕ್ತವಾಗಿದೆ. [8, 1215, 172, 1256]
rashi-name: ಮೇಷ [10, 530, 88, 540]
rashi-text: ಹೊಸ ವ್ಯವಹಾರ ಆರಂಭಕ್ಕೆ ಸೂಕ್ತ ದಿನ. ಆದಾಯ ಹೆಚ್ಚಳ. ಪ್ರಯಾಣ ಯೋಗ. [103, 712, 164, 741]
river-photo [330, 604, 462, 724]
notice-headline: ನದಿಗಿಳಿಯದಂತೆ ಸೂಚನೆ [202, 828, 304, 843]
mungaru-text: ಕರಾವಳಿ ಹಾಗೂ ಮಲೆನಾಡು ಭಾಗದಲ್ಲಿ ಮುಂಗಾರು ಮಳೆ ಅಬ್ಬರಿಸುತ್ತಿದೆ. ಕೊಡಗು, ಹಾಸನ, ಚಿಕ್ಕಮಗಳೂರು ಜಿಲ್ಲೆಗಳಲ್ಲಿ ಭಾರಿ ಮಳೆಯಾಗುತ್ತಿದೆ. ಕಾವೇರಿ ನದಿ ತುಂಬಿ ಹರಿಯುತ್ತಿದ್ದು ತ್ರಿವೇಣಿ ಸಂಗಮ ಜಲಾವೃತಗೊಂಡಿದೆ. ಭಾಗಮಂಡಲದಲ್ಲಿ ರಸ್ತೆ ಸಂಪರ್ಕ ಕಡಿತಗೊಂಡಿದೆ. ಶಾಲೆಗಳಿಗೆ ರಜೆ ಘೋಷಿಸಲಾಗಿದೆ. ಹವಾಮಾನ ಇಲಾಖೆ ಆರೆಂಜ್ ಅಲರ್ಟ್ ಘೋಷಿಸಿದೆ. ಮುಂದಿನ ಎರಡು ದಿನಗಳ ಕಾಲ ಭಾರಿ ಮಳೆಯಾಗುವ ಸಾಧ್ಯತೆ ಇದೆ. ಜನರು ಎಚ್ಚರಿಕೆಯಿಂದ ಇರಬೇಕು ಎಂದು ಸೂಚಿಸಲಾಗಿದೆ. [734, 470, 936, 531]
rashi-name: ಮಿಥುನ [10, 702, 88, 712]
mysore-box-subhead: ಮೈಸೂರು ಪಾಕದ ಕಥೆ: [372, 1254, 427, 1264]
lucky-number: ಅದೃಷ್ಟ ಸಂಖ್ಯೆ: 7,5,0,4 [53, 1068, 123, 1077]
rashi-item [90, 788, 168, 874]
horoscope-grid [8, 526, 168, 1038]
cpc-article-col-b: ಕಳೆದ ಬೇಸಿಗೆ ಅಧಿವೇಶನದಲ್ಲಿ ಉಭಯ ಸದನಗಳಲ್ಲಿ ಈ ತಿದ್ದುಪಡಿ ಮಸೂದೆ ಅಂಗೀಕಾರವಾಗಿತ್ತು. ಕರ್ನಾಟಕ ರಾಜ್ಯ ಕಾನೂನು ಆಯೋಗ ಈ ಕುರಿತು ವರದಿ ಸಲ್ಲಿಸಿತ್ತು. ಶೀಘ್ರದಲ್ಲೇ ಅಧಿಸೂಚನೆ ಹೊರಡಿಸಲಾಗುವುದು. [558, 260, 718, 300]
rashi-name: ಕನ್ಯಾ [10, 960, 88, 970]
police-subhead: ಘಟನೆ ವಿವರ: [67, 1175, 102, 1185]
masthead-logo-icon: ಹೊ [22, 14, 46, 36]
cpc-article-col-a [382, 94, 552, 344]
rashi-text: ಕೆಲಸದಲ್ಲಿ ಯಶಸ್ಸು. ಕುಟುಂಬದ ಸಹಕಾರ. ಖರ್ಚಿನ ಮೇಲೆ ನಿಯಂತ್ರಣ ಅಗತ್ಯ. [23, 798, 84, 836]
bhashe-text: ಶಿಕ್ಷಣದಲ್ಲಿ ಮಾತೃಭಾಷೆಗೆ ಸಂಬಂಧಿಸಿದಂತೆ ಪ್ರಾದೇಶಿಕ ಭಾಷೆ ಆಧಾರಿತ ಕಲಿಕೆಗೆ ಕೇಂದ್ರ ಸರ್ಕಾರ ಆದ್ಯತೆ ನೀಡಿದೆ. ರಾಷ್ಟ್ರೀಯ ಶಿಕ್ಷಣ ನೀತಿಯ ಅನ್ವಯ ಪ್ರಾಥಮಿಕ ಹಂತದಲ್ಲಿ ಮಾತೃಭಾಷೆಯಲ್ಲೇ ಶಿಕ್ಷಣ ನೀಡಬೇಕು ಎಂದು ಸೂಚಿಸಲಾಗಿದೆ. 2025-26ನೇ ಶೈಕ್ಷಣಿಕ ಸಾಲಿನಿಂದ ಈ ನಿಯಮ ಜಾರಿಗೆ ಬರಲಿದೆ. ಪಠ್ಯಪುಸ್ತಕಗಳನ್ನು ಪ್ರಾದೇಶಿಕ ಭಾಷೆಗಳಲ್ಲಿ ಸಿದ್ಧಪಡಿಸಲಾಗುತ್ತಿದೆ. ಶಿಕ್ಷಕರಿಗೆ ವಿಶೇಷ ತರಬೇತಿ ನೀಡಲಾಗುವುದು. ಸಿಬಿಎಸ್ಇ ಶಾಲೆಗಳಲ್ಲೂ ಈ ನಿಯಮ ಅನ್ವಯವಾಗಲಿದೆ. ಕಲಿಕೆಯಲ್ಲಿ ಮಕ್ಕಳ ಆಸಕ್ತಿ ಹೆಚ್ಚಿಸಲು ಇದು ಸಹಕಾರಿಯಾಗಲಿದೆ ಎಂದು ಶಿಕ್ಷಣ ತಜ್ಞರು ಅಭಿಪ್ರಾಯಪಟ್ಟಿದ್ದಾರೆ. ಕನ್ನಡ ಸೇರಿದಂತೆ 22 ಭಾಷೆಗಳಲ್ಲಿ ಕಲಿಕಾ ಸಾಮಗ್ರಿ ಸಿದ್ಧವಾಗಲಿದೆ. ಪೋಷಕರು ಈ ಕ್ರಮವನ್ನು ಸ್ವಾಗತಿಸಿದ್ದಾರೆ. [196, 964, 672, 1004]
mysore-body [196, 1190, 362, 1434]
registration-marks [318, 1438, 358, 1449]
